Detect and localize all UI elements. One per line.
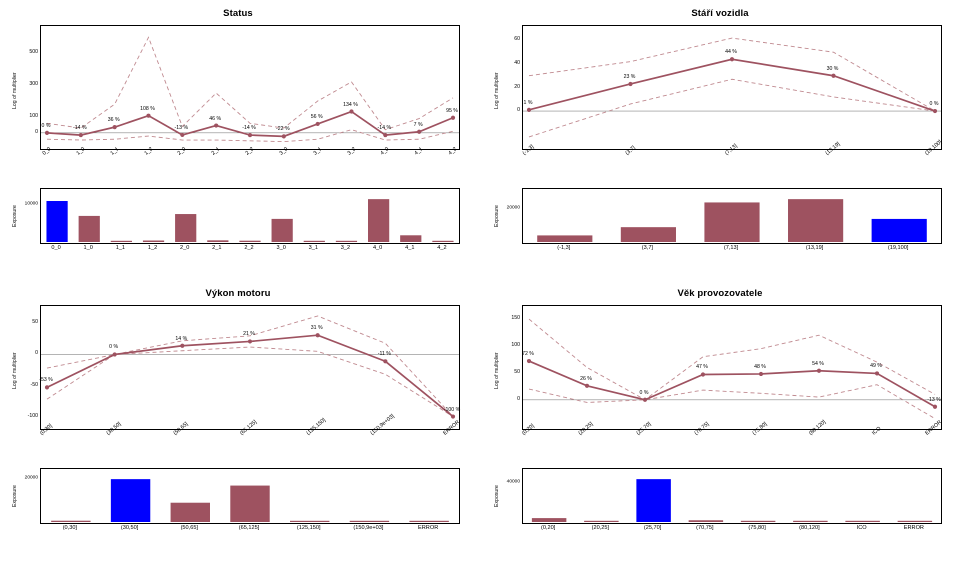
y-tick-label: 100: [511, 341, 520, 348]
y-tick-label: 40: [514, 59, 520, 66]
data-label: 26 %: [580, 375, 592, 382]
y-tick-label: -100: [27, 412, 38, 419]
exposure-x-tick-label: (25,70]: [643, 525, 662, 531]
exposure-y-tick-label: 20000: [506, 205, 520, 211]
data-label: 36 %: [107, 117, 120, 124]
x-tick-label: 4_2: [447, 146, 459, 157]
data-label: -14 %: [73, 125, 87, 132]
exposure-y-tick-label: 20000: [24, 475, 38, 481]
y-tick-label: 300: [29, 81, 38, 88]
data-label: 1 %: [523, 99, 533, 106]
data-label: 134 %: [343, 101, 358, 108]
y-tick-label: 50: [514, 368, 520, 375]
y-axis-label: Log of multiplier: [494, 72, 500, 110]
data-label: -13 %: [174, 124, 189, 131]
exposure-x-tick-label: (65,125]: [238, 525, 260, 531]
panel-title-vykon-motoru: Výkon motoru: [205, 288, 271, 299]
x-tick-label: 0_0: [41, 146, 53, 157]
x-tick-label: (20,25]: [577, 421, 595, 437]
x-tick-label: 3_2: [346, 146, 357, 157]
x-tick-label: 1_1: [109, 146, 120, 157]
exposure-y-tick-label: 40000: [506, 479, 520, 485]
x-tick-label: 2_0: [176, 146, 188, 157]
tick-labels-status: [8, 21, 468, 186]
x-tick-label: ERROR: [442, 419, 462, 437]
line-chart-status: [8, 21, 468, 186]
data-label: -53 %: [39, 377, 53, 384]
x-tick-label: (80,120]: [808, 419, 828, 437]
data-label: 23 %: [623, 73, 636, 80]
panel-title-stari-vozidla: Stáří vozidla: [691, 8, 749, 19]
x-tick-label: (19,100]: [924, 139, 944, 157]
data-label: 0 %: [929, 101, 939, 108]
data-label: 56 %: [310, 113, 323, 120]
exposure-x-tick-label: (0,20]: [540, 525, 556, 531]
exposure-x-tick-label: 3_1: [308, 245, 318, 251]
exposure-x-tick-label: 1_0: [83, 245, 93, 251]
exposure-x-tick-label: (125,150]: [296, 525, 321, 531]
exposure-tick-labels-vek-provozovatele: [490, 466, 950, 546]
data-label: 0 %: [109, 344, 119, 351]
data-label: 14 %: [175, 335, 188, 342]
x-tick-label: (3,7]: [624, 145, 637, 157]
exposure-x-tick-label: (19,100]: [887, 245, 909, 251]
y-tick-label: 60: [514, 36, 520, 43]
data-label: 48 %: [754, 363, 766, 370]
exposure-x-tick-label: (0,30]: [62, 525, 77, 531]
exposure-x-tick-label: ERROR: [418, 525, 439, 531]
exposure-y-tick-label: 10000: [24, 201, 38, 207]
x-tick-label: 2_1: [210, 146, 222, 157]
y-tick-label: 20: [514, 83, 520, 90]
exposure-y-label: Exposure: [494, 205, 500, 227]
exposure-x-tick-label: 2_2: [244, 245, 254, 251]
x-tick-label: (150,9e+03]: [369, 413, 396, 437]
x-tick-label: (50,65]: [172, 421, 190, 437]
exposure-x-tick-label: 3_2: [340, 245, 351, 251]
x-tick-label: 1_2: [143, 146, 154, 157]
exposure-chart-status: [8, 186, 468, 266]
exposure-x-tick-label: 0_0: [51, 245, 61, 251]
data-label: -13 %: [927, 396, 941, 403]
exposure-x-tick-label: (80,120]: [799, 525, 820, 531]
exposure-x-tick-label: 2_1: [212, 245, 222, 251]
exposure-x-tick-label: (13,19]: [805, 245, 824, 251]
data-label: -14 %: [377, 125, 392, 132]
tick-labels-stari-vozidla: [490, 21, 950, 186]
data-label: 108 %: [140, 105, 155, 112]
panel-status: [8, 8, 468, 273]
data-label: 31 %: [310, 325, 323, 332]
exposure-x-tick-label: 3_0: [276, 245, 286, 251]
x-tick-label: (0,30]: [39, 423, 54, 437]
panel-stari-vozidla: [490, 8, 950, 273]
exposure-chart-vek-provozovatele: [490, 466, 950, 546]
data-label: 49 %: [870, 363, 882, 370]
y-axis-label: Log of multiplier: [494, 352, 500, 390]
data-label: 0 %: [639, 389, 649, 396]
exposure-x-tick-label: (75,80]: [748, 525, 766, 531]
x-tick-label: 3_0: [278, 146, 290, 157]
exposure-x-tick-label: (7,13]: [723, 245, 739, 251]
y-axis-label: Log of multiplier: [12, 352, 18, 390]
x-tick-label: (70,75]: [693, 421, 711, 437]
x-tick-label: (25,70]: [635, 421, 653, 437]
exposure-y-label: Exposure: [494, 485, 500, 507]
y-tick-label: 100: [29, 112, 38, 119]
data-label: -100 %: [443, 406, 461, 413]
exposure-tick-labels-stari-vozidla: [490, 186, 950, 266]
data-label: 0 %: [41, 122, 51, 129]
panel-vek-provozovatele: [490, 288, 950, 553]
exposure-x-tick-label: ICO: [856, 525, 867, 531]
data-label: 21 %: [243, 331, 255, 338]
exposure-x-tick-label: (-1,3]: [557, 245, 571, 251]
x-tick-label: (0,20]: [521, 423, 536, 437]
exposure-x-tick-label: ERROR: [903, 525, 924, 531]
exposure-x-tick-label: (20,25]: [591, 525, 610, 531]
exposure-x-tick-label: 4_2: [437, 245, 447, 251]
data-label: 95 %: [446, 107, 458, 114]
exposure-x-tick-label: 1_1: [115, 245, 126, 251]
y-tick-label: 0: [517, 395, 520, 402]
data-label: -11 %: [377, 351, 391, 358]
x-tick-label: (125,150]: [305, 417, 327, 437]
exposure-chart-vykon-motoru: [8, 466, 468, 546]
data-label: 47 %: [696, 364, 708, 371]
x-tick-label: (75,80]: [751, 421, 769, 437]
panel-title-status: Status: [223, 8, 253, 19]
tick-labels-vek-provozovatele: [490, 301, 950, 466]
x-tick-label: ICO: [871, 425, 883, 437]
x-tick-label: (-1,3]: [521, 143, 536, 157]
line-chart-vykon-motoru: [8, 301, 468, 466]
data-label: 54 %: [812, 360, 824, 367]
y-tick-label: 0: [517, 107, 520, 114]
exposure-x-tick-label: (30,50]: [120, 525, 139, 531]
data-label: 44 %: [725, 49, 737, 56]
x-tick-label: 2_2: [244, 146, 256, 157]
exposure-tick-labels-status: [8, 186, 468, 266]
tick-labels-vykon-motoru: [8, 301, 468, 466]
x-tick-label: (65,125]: [239, 419, 259, 437]
x-tick-label: 1_0: [75, 146, 87, 157]
y-axis-label: Log of multiplier: [12, 72, 18, 110]
exposure-x-tick-label: (50,65]: [180, 525, 198, 531]
x-tick-label: (13,19]: [824, 141, 841, 157]
exposure-y-label: Exposure: [12, 485, 18, 507]
y-tick-label: 0: [35, 128, 38, 135]
data-label: 30 %: [826, 65, 839, 72]
data-label: 72 %: [522, 351, 534, 358]
y-tick-label: 150: [511, 315, 520, 322]
x-tick-label: ERROR: [924, 419, 944, 437]
exposure-x-tick-label: (3,7]: [641, 245, 653, 251]
y-tick-label: -50: [30, 381, 38, 388]
exposure-x-tick-label: (150,9e+03]: [353, 525, 384, 531]
exposure-x-tick-label: 2_0: [180, 245, 190, 251]
x-tick-label: 3_1: [312, 146, 323, 157]
exposure-x-tick-label: 1_2: [147, 245, 158, 251]
exposure-x-tick-label: (70,75]: [696, 525, 714, 531]
data-label: -22 %: [276, 126, 290, 133]
y-tick-label: 50: [32, 319, 38, 326]
x-tick-label: 4_0: [379, 146, 391, 157]
panel-title-vek-provozovatele: Věk provozovatele: [677, 288, 763, 299]
x-tick-label: (30,50]: [105, 421, 122, 437]
data-label: -14 %: [242, 125, 256, 132]
exposure-x-tick-label: 4_1: [405, 245, 415, 251]
panel-vykon-motoru: [8, 288, 468, 553]
data-label: 7 %: [413, 121, 423, 128]
data-label: 46 %: [209, 115, 222, 122]
x-tick-label: (7,13]: [724, 143, 739, 157]
exposure-tick-labels-vykon-motoru: [8, 466, 468, 546]
x-tick-label: 4_1: [413, 146, 425, 157]
y-tick-label: 0: [35, 350, 38, 357]
exposure-x-tick-label: 4_0: [372, 245, 383, 251]
line-chart-vek-provozovatele: [490, 301, 950, 466]
y-tick-label: 500: [29, 49, 38, 56]
line-chart-stari-vozidla: [490, 21, 950, 186]
exposure-y-label: Exposure: [12, 205, 18, 227]
exposure-chart-stari-vozidla: [490, 186, 950, 266]
